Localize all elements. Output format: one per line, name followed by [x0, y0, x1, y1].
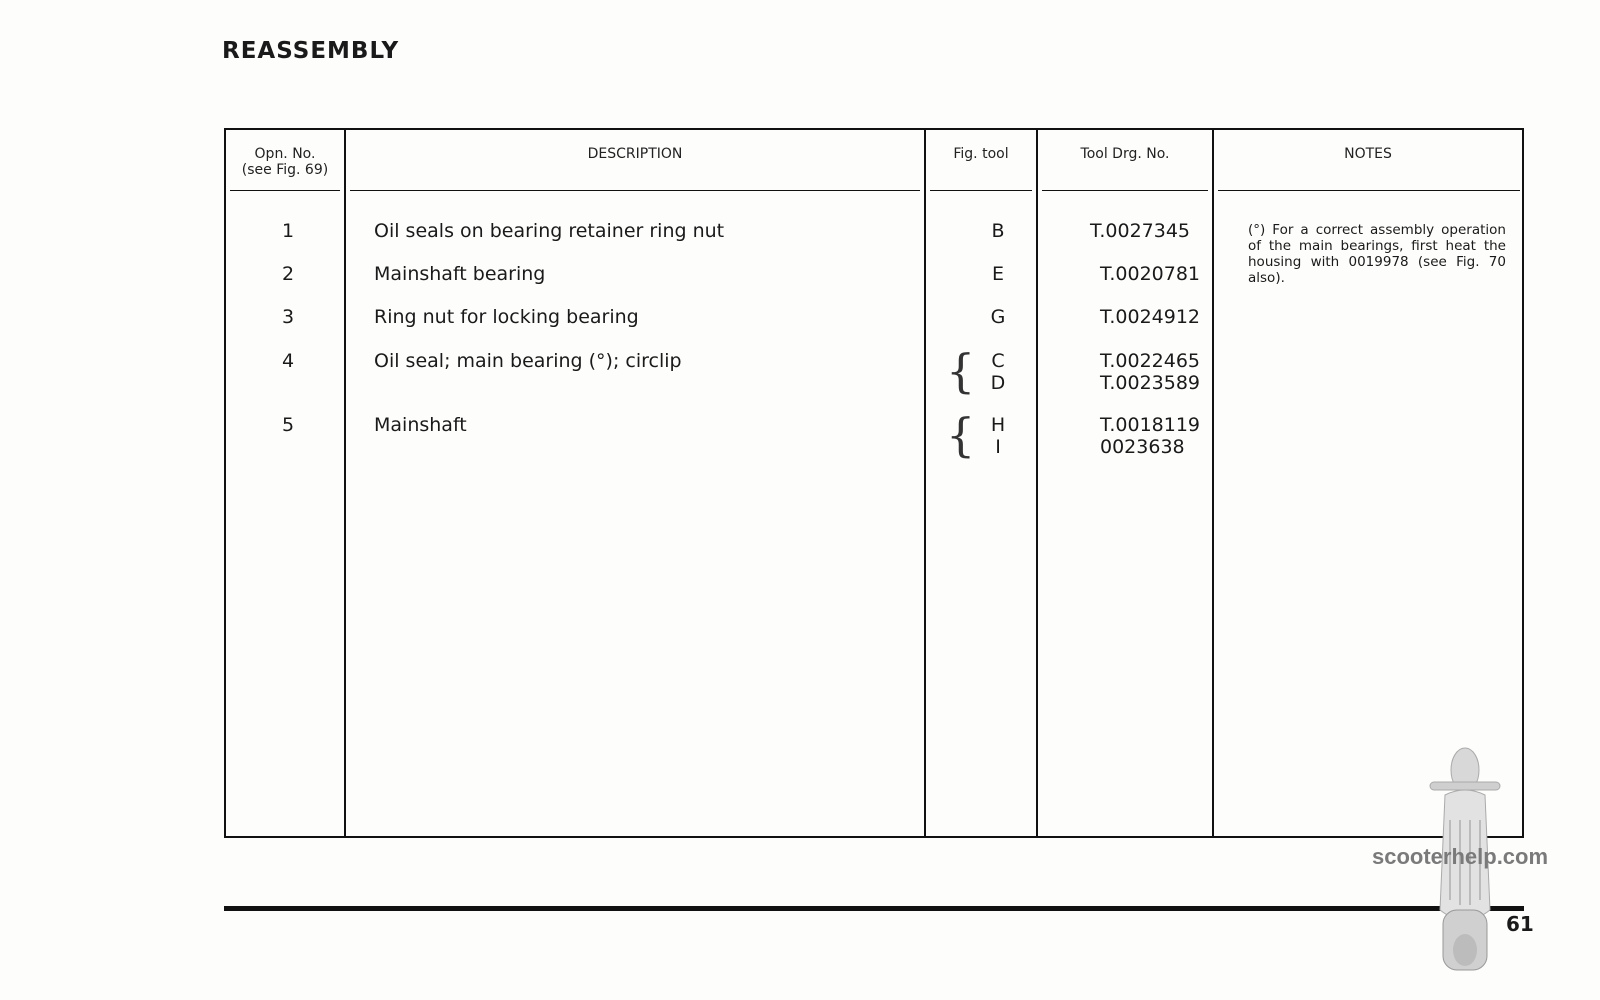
notes-text: (°) For a correct assembly operation of the main bearings, first heat the housing with 0019978 (see Fig. 70 also).	[1248, 222, 1506, 286]
row-5-tool-1: T.0018119	[1100, 414, 1201, 436]
row-5-fig-1: H	[990, 414, 1006, 436]
header-rule	[1218, 190, 1520, 191]
row-1-tool: T.0027345	[1090, 220, 1191, 242]
row-4-description: Oil seal; main bearing (°); circlip	[374, 350, 682, 372]
row-2-description: Mainshaft bearing	[374, 263, 546, 285]
row-5-tool-2: 0023638	[1100, 436, 1185, 458]
header-description: DESCRIPTION	[587, 146, 683, 162]
row-1-fig: B	[991, 220, 1005, 242]
row-5-opn: 5	[281, 414, 295, 436]
row-4-tool-2: T.0023589	[1100, 372, 1201, 394]
row-3-fig: G	[990, 306, 1006, 328]
row-3-opn: 3	[281, 306, 295, 328]
header-rule	[350, 190, 920, 191]
header-notes: NOTES	[1344, 146, 1392, 162]
header-rule	[230, 190, 340, 191]
row-1-description: Oil seals on bearing retainer ring nut	[374, 220, 725, 242]
row-5-description: Mainshaft	[374, 414, 467, 436]
watermark-text: scooterhelp.com	[1372, 844, 1549, 869]
page-title: REASSEMBLY	[222, 38, 400, 64]
header-rule	[930, 190, 1032, 191]
column-divider	[924, 130, 926, 836]
row-4-fig-1: C	[991, 350, 1005, 372]
header-fig-tool: Fig. tool	[953, 146, 1009, 162]
row-3-tool: T.0024912	[1100, 306, 1201, 328]
row-2-opn: 2	[281, 263, 295, 285]
column-divider	[1212, 130, 1214, 836]
row-1-opn: 1	[281, 220, 295, 242]
header-rule	[1042, 190, 1208, 191]
header-tool-drg-no: Tool Drg. No.	[1080, 146, 1170, 162]
page-number: 61	[1506, 912, 1534, 936]
row-3-description: Ring nut for locking bearing	[374, 306, 639, 328]
header-opn-no	[226, 146, 344, 178]
row-2-tool: T.0020781	[1100, 263, 1201, 285]
header-opn-no-line1: Opn. No.	[254, 146, 316, 162]
column-divider	[1036, 130, 1038, 836]
row-4-tool-1: T.0022465	[1100, 350, 1201, 372]
row-5-fig-2: I	[995, 436, 1001, 458]
footer-rule	[224, 906, 1524, 911]
row-2-fig: E	[991, 263, 1004, 285]
brace-icon: {	[946, 344, 976, 398]
brace-icon: {	[946, 408, 976, 462]
row-4-fig-2: D	[990, 372, 1006, 394]
row-4-opn: 4	[281, 350, 295, 372]
header-opn-no-line2: (see Fig. 69)	[241, 162, 329, 178]
